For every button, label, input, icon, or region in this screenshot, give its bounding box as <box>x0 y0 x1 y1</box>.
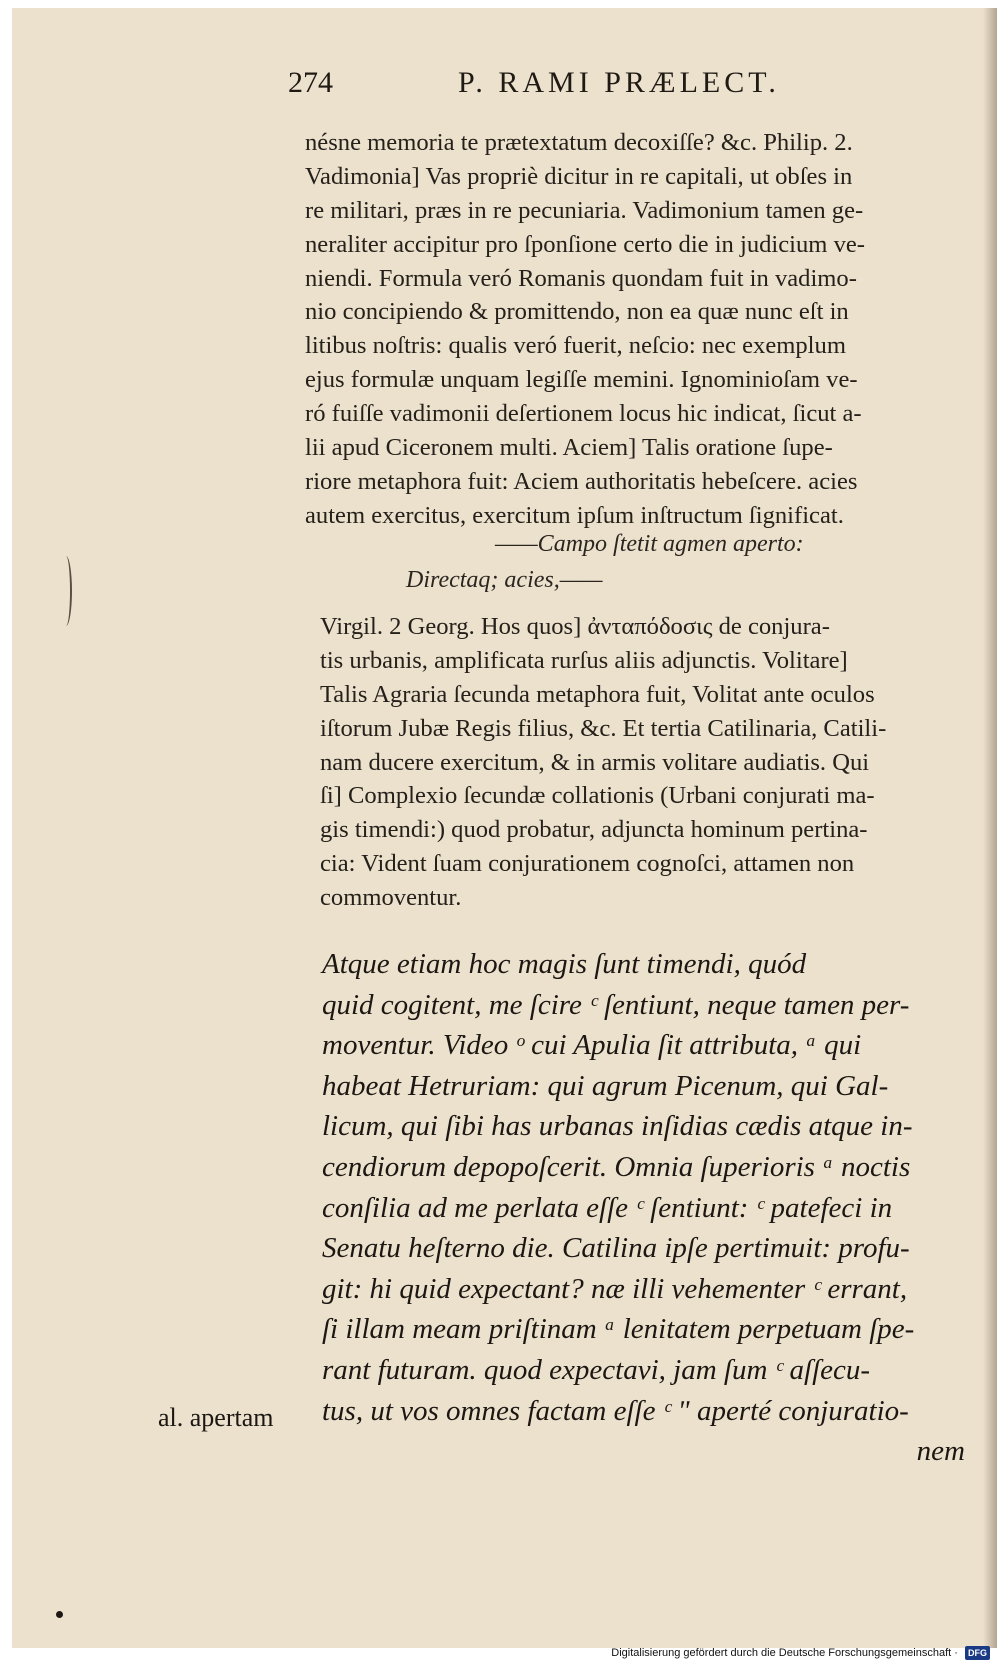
digitization-footer <box>0 1646 990 1668</box>
commentary-line: iſtorum Jubæ Regis filius, &c. Et tertia Catilinaria, Catili- <box>320 714 887 742</box>
commentary-line: re militari, præs in re pecuniaria. Vadimonium tamen ge- <box>305 196 864 224</box>
commentary-line: nam ducere exercitum, & in armis volitare audiatis. Qui <box>320 748 870 776</box>
dfg-logo-icon: DFG <box>965 1646 990 1660</box>
commentary-line: autem exercitus, exercitum ipſum inſtructum ſignificat. <box>305 501 844 529</box>
main-text-line: rant futuram. quod expectavi, jam ſum ᶜ aſſecu- <box>322 1353 871 1386</box>
main-text-line: tus, ut vos omnes factam eſſe ᶜ ʺ aperté conjuratio- <box>322 1394 909 1427</box>
commentary-line: Virgil. 2 Georg. Hos quos] ἀνταπόδοσις de conjura- <box>320 613 830 640</box>
commentary-line: tis urbanis, amplificata rurſus aliis adjunctis. Volitare] <box>320 646 848 674</box>
footer-credit: Digitalisierung gefördert durch die Deutsche Forschungsgemeinschaft · <box>611 1647 958 1659</box>
commentary-line: ejus formulæ unquam legiſſe memini. Ignominioſam ve- <box>305 366 858 394</box>
main-text-line: cendiorum depopoſcerit. Omnia ſuperioris ᵃ noctis <box>322 1150 911 1183</box>
running-head: P. RAMI PRÆLECT. <box>458 66 780 99</box>
commentary-line: nio concipiendo & promittendo, non ea quæ nunc eſt in <box>305 298 849 326</box>
commentary-line: niendi. Formula veró Romanis quondam fuit in vadimo- <box>305 264 857 292</box>
main-text-block <box>322 944 997 1472</box>
commentary-line: neraliter accipitur pro ſponſione certo die in judicium ve- <box>305 230 865 258</box>
commentary-line: riore metaphora fuit: Aciem authoritatis hebeſcere. acies <box>305 467 858 495</box>
commentary-line: nésne memoria te prætextatum decoxiſſe? &c. Philip. 2. <box>305 129 853 156</box>
main-text-line: ſi illam meam priſtinam ᵃ lenitatem perpetuam ſpe- <box>322 1313 915 1346</box>
commentary-line: ſi] Complexio ſecundæ collationis (Urbani conjurati ma- <box>320 782 875 810</box>
commentary-line: cia: Vident ſuam conjurationem cognoſci, attamen non <box>320 850 855 878</box>
main-text-line: Senatu heſterno die. Catilina ipſe pertimuit: profu- <box>322 1232 910 1265</box>
verse-quote-line-2: Directaq; acies,—— <box>406 567 603 593</box>
commentary-line: gis timendi:) quod probatur, adjuncta hominum pertina- <box>320 816 868 844</box>
main-text-line-catchword: nem <box>916 1435 965 1468</box>
commentary-line: Talis Agraria ſecunda metaphora fuit, Volitat ante oculos <box>320 680 875 708</box>
page-number: 274 <box>288 66 333 99</box>
main-text-line: conſilia ad me perlata eſſe ᶜ ſentiunt: ᶜ patefeci in <box>322 1191 893 1224</box>
main-text-line: moventur. Video ᵒ cui Apulia ſit attributa, ᵃ qui <box>322 1029 862 1062</box>
commentary-block-2 <box>320 610 997 915</box>
margin-note: al. apertam <box>158 1403 274 1432</box>
commentary-line: litibus noſtris: qualis veró fuerit, neſcio: nec exemplum <box>305 332 846 360</box>
book-page <box>12 8 997 1648</box>
commentary-line: ró fuiſſe vadimonii deſertionem locus hic indicat, ſicut a- <box>305 400 862 428</box>
main-text-line: git: hi quid expectant? næ illi vehementer ᶜ errant, <box>322 1272 908 1305</box>
main-text-line: habeat Hetruriam: qui agrum Picenum, qui Gal- <box>322 1069 889 1102</box>
main-text-line: Atque etiam hoc magis ſunt timendi, quód <box>322 948 807 980</box>
page-header <box>288 66 967 106</box>
main-text-line: licum, qui ſibi has urbanas inſidias cædis atque in- <box>322 1110 913 1143</box>
main-text-line: quid cogitent, me ſcire ᶜ ſentiunt, neque tamen per- <box>322 988 910 1021</box>
commentary-line: commoventur. <box>320 884 462 912</box>
verse-quote-line-1: ——Campo ſtetit agmen aperto: <box>495 531 804 557</box>
commentary-line: lii apud Ciceronem multi. Aciem] Talis oratione ſupe- <box>305 434 833 462</box>
ink-dot-mark <box>56 1611 63 1618</box>
commentary-block <box>305 126 997 533</box>
commentary-line: Vadimonia] Vas propriè dicitur in re capitali, ut obſes in <box>305 162 853 190</box>
margin-bracket-mark <box>60 556 72 626</box>
